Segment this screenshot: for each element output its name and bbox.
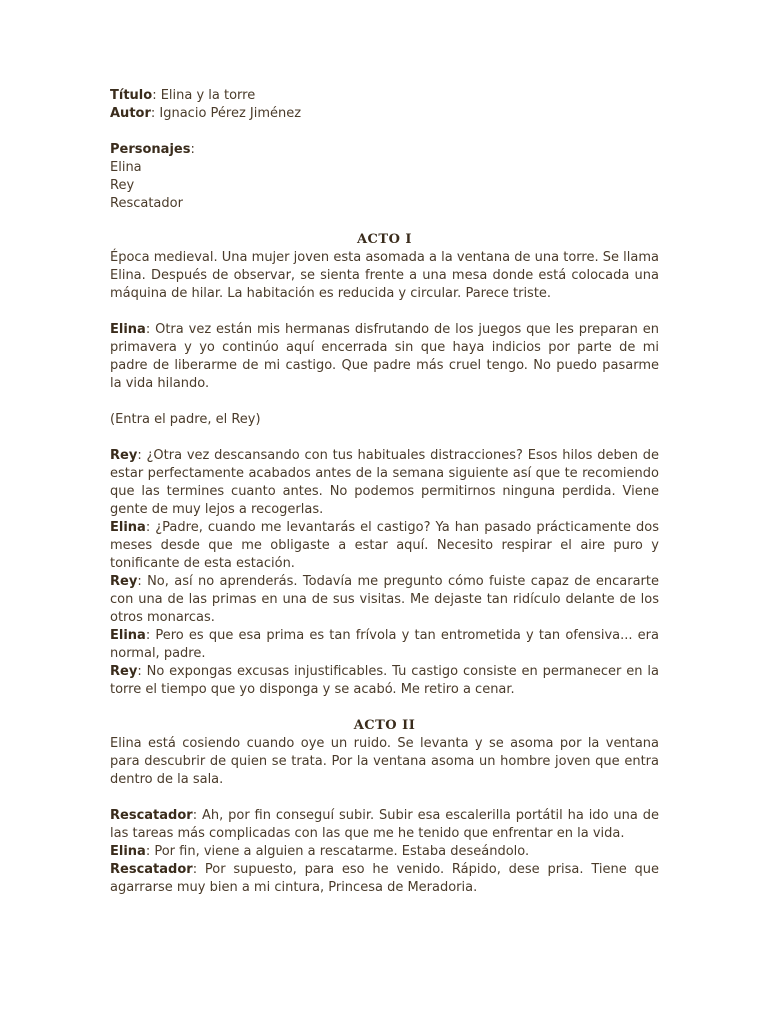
dialogue-line xyxy=(110,663,659,699)
speaker-name: Elina xyxy=(110,628,146,643)
speaker-name: Rey xyxy=(110,574,138,589)
dialogue-text: : No expongas excusas injustificables. Tu castigo consiste en permanecer en la torre el tiempo que yo disponga y se acabó. Me retiro a cenar. xyxy=(110,664,659,697)
dialogue-text: : Ah, por fin conseguí subir. Subir esa escalerilla portátil ha ido una de las tareas más complicadas con las que me he tenido que enfrentar en la vida. xyxy=(110,808,659,841)
script-document xyxy=(110,87,659,897)
dialogue-line xyxy=(110,321,659,393)
act-2-heading: ACTO II xyxy=(353,718,416,733)
dialogue-text: : Por fin, viene a alguien a rescatarme. Estaba deseándolo. xyxy=(145,844,530,859)
speaker-name: Elina xyxy=(110,322,146,337)
title-value: : Elina y la torre xyxy=(152,88,256,103)
act-1-stage-direction: Época medieval. Una mujer joven esta asomada a la ventana de una torre. Se llama Elina. Después de observar, se sienta frente a una mesa donde está colocada una máquina de hilar. La habitación es reducida y circular. Parece triste. xyxy=(110,250,659,301)
speaker-name: Rescatador xyxy=(110,862,193,877)
character-rey: Rey xyxy=(110,178,135,193)
dialogue-text: : Otra vez están mis hermanas disfrutando de los juegos que les preparan en primavera y yo continúo aquí encerrada sin que haya indicios por parte de mi padre de liberarme de mi castigo. Que padre más cruel tengo. No puedo pasarme la vida hilando. xyxy=(110,322,659,391)
dialogue-text: : ¿Padre, cuando me levantarás el castigo? Ya han pasado prácticamente dos meses desde que me obligaste a estar aquí. Necesito respirar el aire puro y tonificante de esta estación. xyxy=(110,520,659,571)
characters-label: Personajes xyxy=(110,142,191,157)
speaker-name: Rey xyxy=(110,664,138,679)
dialogue-text: : ¿Otra vez descansando con tus habituales distracciones? Esos hilos deben de estar perfectamente acabados antes de la semana siguiente así que te recomiendo que las termines cuanto antes. No podemos permitirnos ninguna perdida. Viene gente de muy lejos a recogerlas. xyxy=(110,448,659,517)
speaker-name: Rescatador xyxy=(110,808,193,823)
dialogue-text: : Por supuesto, para eso he venido. Rápido, dese prisa. Tiene que agarrarse muy bien a mi cintura, Princesa de Meradoria. xyxy=(110,862,659,895)
speaker-name: Rey xyxy=(110,448,138,463)
character-elina: Elina xyxy=(110,160,142,175)
dialogue-line xyxy=(110,447,659,519)
dialogue-line xyxy=(110,807,659,843)
speaker-name: Elina xyxy=(110,844,146,859)
dialogue-text: : No, así no aprenderás. Todavía me pregunto cómo fuiste capaz de encararte con una de las primas en una de sus visitas. Me dejaste tan ridículo delante de los otros monarcas. xyxy=(110,574,659,625)
speaker-name: Elina xyxy=(110,520,146,535)
dialogue-line xyxy=(110,843,659,861)
character-rescatador: Rescatador xyxy=(110,196,183,211)
stage-direction: (Entra el padre, el Rey) xyxy=(110,412,261,427)
dialogue-line xyxy=(110,627,659,663)
characters-heading: Personajes: xyxy=(110,142,195,157)
title-line xyxy=(110,87,659,105)
act-2-stage-direction: Elina está cosiendo cuando oye un ruido. Se levanta y se asoma por la ventana para descubrir de quien se trata. Por la ventana asoma un hombre joven que entra dentro de la sala. xyxy=(110,736,659,787)
dialogue-line xyxy=(110,861,659,897)
dialogue-line xyxy=(110,573,659,627)
dialogue-line xyxy=(110,519,659,573)
dialogue-text: : Pero es que esa prima es tan frívola y tan entrometida y tan ofensiva... era normal, padre. xyxy=(110,628,659,661)
author-line xyxy=(110,105,659,123)
act-1-heading: ACTO I xyxy=(356,232,413,247)
title-label: Título xyxy=(110,88,153,103)
author-label: Autor xyxy=(110,106,151,121)
author-value: : Ignacio Pérez Jiménez xyxy=(150,106,302,121)
